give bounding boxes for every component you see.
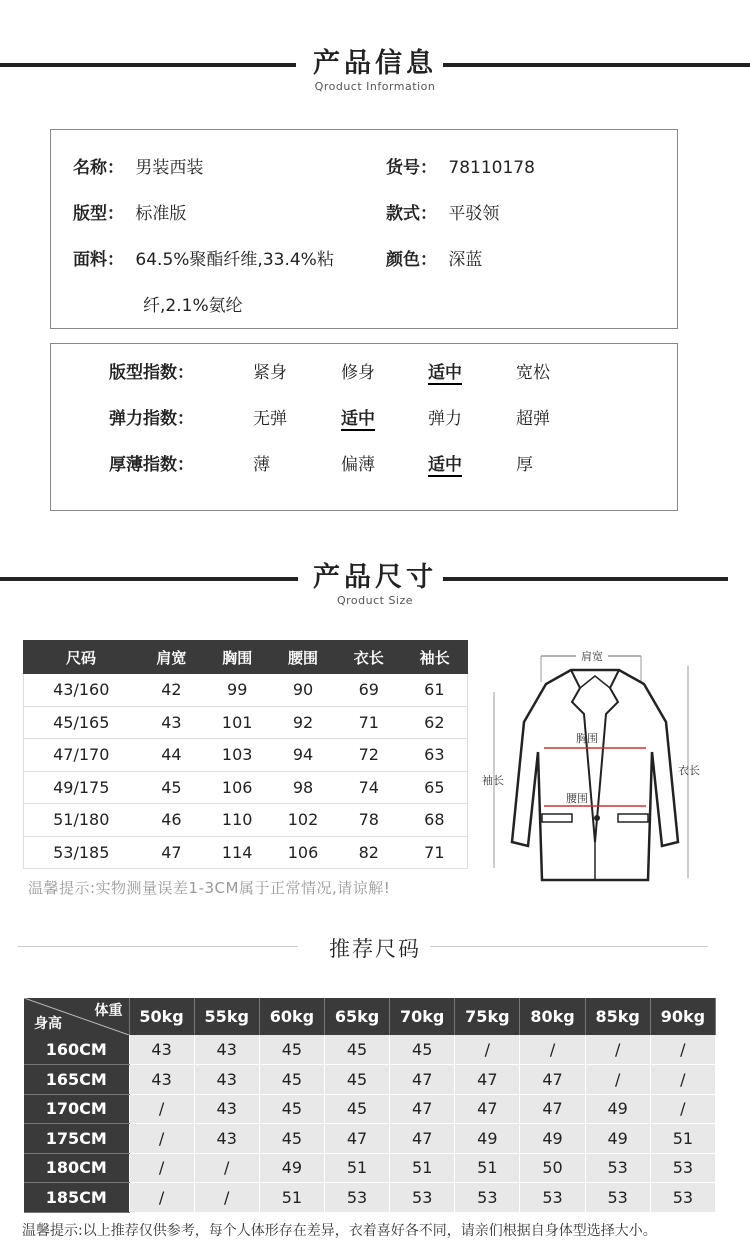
col-header: 袖长 — [402, 641, 468, 674]
table-cell: 43 — [194, 1124, 259, 1154]
table-cell: 51 — [650, 1124, 715, 1154]
table-cell: / — [585, 1035, 650, 1065]
table-row — [24, 1065, 716, 1095]
table-cell: 49 — [259, 1153, 324, 1183]
table-cell: / — [650, 1065, 715, 1095]
col-header: 尺码 — [24, 641, 139, 674]
table-cell: 74 — [336, 771, 402, 804]
height-header: 160CM — [24, 1035, 129, 1065]
fit-index-row — [51, 358, 679, 382]
table-cell: / — [455, 1035, 520, 1065]
table-row — [24, 771, 468, 804]
table-cell: 43 — [194, 1065, 259, 1095]
table-cell: 53 — [390, 1183, 455, 1213]
table-cell: / — [194, 1153, 259, 1183]
table-cell: 45 — [324, 1065, 389, 1095]
height-header: 185CM — [24, 1183, 129, 1213]
table-cell: 72 — [336, 739, 402, 772]
table-cell: 114 — [204, 836, 270, 869]
thickness-index-row — [51, 450, 679, 474]
table-cell: 47 — [520, 1094, 585, 1124]
name-label: 名称： — [73, 158, 124, 178]
table-cell: 71 — [402, 836, 468, 869]
table-row — [24, 1183, 716, 1213]
table-cell: 51 — [324, 1153, 389, 1183]
corner-height: 身高 — [34, 1016, 62, 1032]
table-cell: 99 — [204, 674, 270, 707]
weight-header: 70kg — [390, 998, 455, 1035]
product-info-box — [50, 129, 678, 329]
stretch-option-selected: 适中 — [341, 404, 375, 431]
table-cell: 51 — [455, 1153, 520, 1183]
table-cell: / — [650, 1035, 715, 1065]
table-cell: 62 — [402, 706, 468, 739]
table-row — [24, 1153, 716, 1183]
table-cell: 43 — [129, 1035, 194, 1065]
fit-label: 版型： — [73, 204, 124, 224]
stretch-option: 无弹 — [253, 409, 287, 429]
table-cell: / — [129, 1094, 194, 1124]
table-row — [24, 674, 468, 707]
table-cell: 53 — [650, 1183, 715, 1213]
recommend-title-text: 推荐尺码 — [329, 937, 421, 961]
thickness-option: 薄 — [253, 455, 270, 475]
table-cell: 42 — [139, 674, 205, 707]
table-cell: 49 — [455, 1124, 520, 1154]
table-cell: 49 — [520, 1124, 585, 1154]
fabric-value-line2: 纤,2.1%氨纶 — [143, 296, 243, 316]
section-title-info — [0, 49, 750, 109]
table-cell: 71 — [336, 706, 402, 739]
table-cell: 46 — [139, 804, 205, 837]
height-header: 180CM — [24, 1153, 129, 1183]
stretch-option: 超弹 — [516, 409, 550, 429]
thickness-index-label: 厚薄指数： — [109, 455, 194, 475]
section-title-size — [0, 563, 750, 623]
info-title: 产品信息 — [307, 48, 443, 79]
height-header: 165CM — [24, 1065, 129, 1095]
table-cell: 53 — [585, 1153, 650, 1183]
table-cell: 68 — [402, 804, 468, 837]
table-cell: / — [520, 1035, 585, 1065]
recommend-title — [0, 930, 750, 964]
table-cell: 47 — [455, 1094, 520, 1124]
fabric-value-line1: 64.5%聚酯纤维,33.4%粘 — [135, 250, 334, 270]
table-cell: 63 — [402, 739, 468, 772]
table-cell: 45 — [259, 1035, 324, 1065]
table-cell: 106 — [204, 771, 270, 804]
weight-header: 60kg — [259, 998, 324, 1035]
table-cell: 49 — [585, 1094, 650, 1124]
stretch-option: 弹力 — [428, 409, 462, 429]
table-cell: 50 — [520, 1153, 585, 1183]
color-label: 颜色： — [386, 250, 437, 270]
table-row — [24, 706, 468, 739]
table-cell: 98 — [270, 771, 336, 804]
table-cell: 47 — [390, 1124, 455, 1154]
table-cell: 61 — [402, 674, 468, 707]
table-row — [24, 1094, 716, 1124]
fit-option: 宽松 — [516, 363, 550, 383]
table-cell: / — [129, 1183, 194, 1213]
sleeve-label: 袖长 — [482, 774, 504, 787]
name-value: 男装西装 — [135, 158, 204, 178]
table-cell: 45 — [390, 1035, 455, 1065]
table-cell: 45 — [259, 1094, 324, 1124]
table-cell: 94 — [270, 739, 336, 772]
table-cell: 45 — [324, 1094, 389, 1124]
length-label: 衣长 — [678, 764, 700, 777]
table-cell: 45/165 — [24, 706, 139, 739]
table-cell: / — [194, 1183, 259, 1213]
table-cell: 43 — [194, 1035, 259, 1065]
weight-header: 90kg — [650, 998, 715, 1035]
table-cell: / — [129, 1153, 194, 1183]
corner-cell — [24, 998, 129, 1035]
table-cell: 43/160 — [24, 674, 139, 707]
sku-value: 78110178 — [448, 158, 535, 178]
stretch-index-row — [51, 404, 679, 428]
table-cell: / — [585, 1065, 650, 1095]
index-box — [50, 343, 678, 511]
waist-label: 腰围 — [566, 792, 588, 805]
table-cell: 53 — [520, 1183, 585, 1213]
table-cell: 90 — [270, 674, 336, 707]
table-row — [24, 739, 468, 772]
table-row — [24, 1124, 716, 1154]
weight-header: 85kg — [585, 998, 650, 1035]
table-cell: 51/180 — [24, 804, 139, 837]
table-cell: 103 — [204, 739, 270, 772]
table-cell: 43 — [139, 706, 205, 739]
weight-header: 65kg — [324, 998, 389, 1035]
fit-index-label: 版型指数： — [109, 363, 194, 383]
table-cell: 53 — [585, 1183, 650, 1213]
weight-header: 80kg — [520, 998, 585, 1035]
table-cell: 53 — [324, 1183, 389, 1213]
info-subtitle: Qroduct Information — [314, 80, 436, 93]
corner-weight: 体重 — [94, 1003, 123, 1019]
shoulder-label: 肩宽 — [581, 650, 603, 663]
table-row — [24, 1035, 716, 1065]
stretch-index-label: 弹力指数： — [109, 409, 194, 429]
size-table-header — [24, 641, 468, 674]
table-row — [24, 836, 468, 869]
thickness-option: 偏薄 — [341, 455, 375, 475]
style-value: 平驳领 — [448, 204, 500, 224]
size-subtitle: Qroduct Size — [336, 594, 414, 607]
table-cell: 106 — [270, 836, 336, 869]
table-cell: 44 — [139, 739, 205, 772]
thickness-option-selected: 适中 — [428, 450, 462, 477]
fit-option: 紧身 — [253, 363, 287, 383]
fabric-label: 面料： — [73, 250, 124, 270]
table-cell: 47/170 — [24, 739, 139, 772]
table-cell: 69 — [336, 674, 402, 707]
table-cell: 53/185 — [24, 836, 139, 869]
recommend-table — [24, 998, 716, 1213]
table-cell: / — [650, 1094, 715, 1124]
table-cell: 47 — [520, 1065, 585, 1095]
thickness-option: 厚 — [516, 455, 533, 475]
table-cell: 110 — [204, 804, 270, 837]
recommend-header — [24, 998, 716, 1035]
table-cell: 101 — [204, 706, 270, 739]
color-value: 深蓝 — [448, 250, 483, 270]
table-cell: 78 — [336, 804, 402, 837]
table-cell: 51 — [259, 1183, 324, 1213]
weight-header: 50kg — [129, 998, 194, 1035]
table-cell: 92 — [270, 706, 336, 739]
table-cell: 43 — [194, 1094, 259, 1124]
table-cell: 65 — [402, 771, 468, 804]
col-header: 腰围 — [270, 641, 336, 674]
fit-option: 修身 — [341, 363, 375, 383]
table-cell: 43 — [129, 1065, 194, 1095]
table-cell: 53 — [650, 1153, 715, 1183]
jacket-diagram — [476, 642, 730, 882]
height-header: 175CM — [24, 1124, 129, 1154]
fit-value: 标准版 — [135, 204, 187, 224]
table-cell: 47 — [390, 1094, 455, 1124]
table-cell: 51 — [390, 1153, 455, 1183]
table-cell: 47 — [390, 1065, 455, 1095]
fit-option-selected: 适中 — [428, 358, 462, 385]
col-header: 衣长 — [336, 641, 402, 674]
style-label: 款式： — [386, 204, 437, 224]
table-cell: 102 — [270, 804, 336, 837]
weight-header: 55kg — [194, 998, 259, 1035]
table-cell: 45 — [259, 1124, 324, 1154]
size-title: 产品尺寸 — [307, 562, 443, 593]
weight-header: 75kg — [455, 998, 520, 1035]
height-header: 170CM — [24, 1094, 129, 1124]
table-row — [24, 804, 468, 837]
sku-label: 货号： — [386, 158, 437, 178]
recommend-tip: 温馨提示:以上推荐仅供参考，每个人体形存在差异，衣着喜好各不同，请亲们根据自身体型选择大小。 — [22, 1223, 657, 1239]
table-cell: / — [129, 1124, 194, 1154]
table-cell: 82 — [336, 836, 402, 869]
table-cell: 45 — [259, 1065, 324, 1095]
size-table — [23, 640, 468, 869]
table-cell: 53 — [455, 1183, 520, 1213]
table-cell: 49/175 — [24, 771, 139, 804]
table-cell: 47 — [139, 836, 205, 869]
table-cell: 47 — [324, 1124, 389, 1154]
table-cell: 47 — [455, 1065, 520, 1095]
table-cell: 45 — [139, 771, 205, 804]
table-cell: 49 — [585, 1124, 650, 1154]
col-header: 胸围 — [204, 641, 270, 674]
col-header: 肩宽 — [139, 641, 205, 674]
table-cell: 45 — [324, 1035, 389, 1065]
chest-label: 胸围 — [576, 732, 598, 745]
measure-tip: 温馨提示:实物测量误差1-3CM属于正常情况,请谅解! — [28, 879, 391, 897]
